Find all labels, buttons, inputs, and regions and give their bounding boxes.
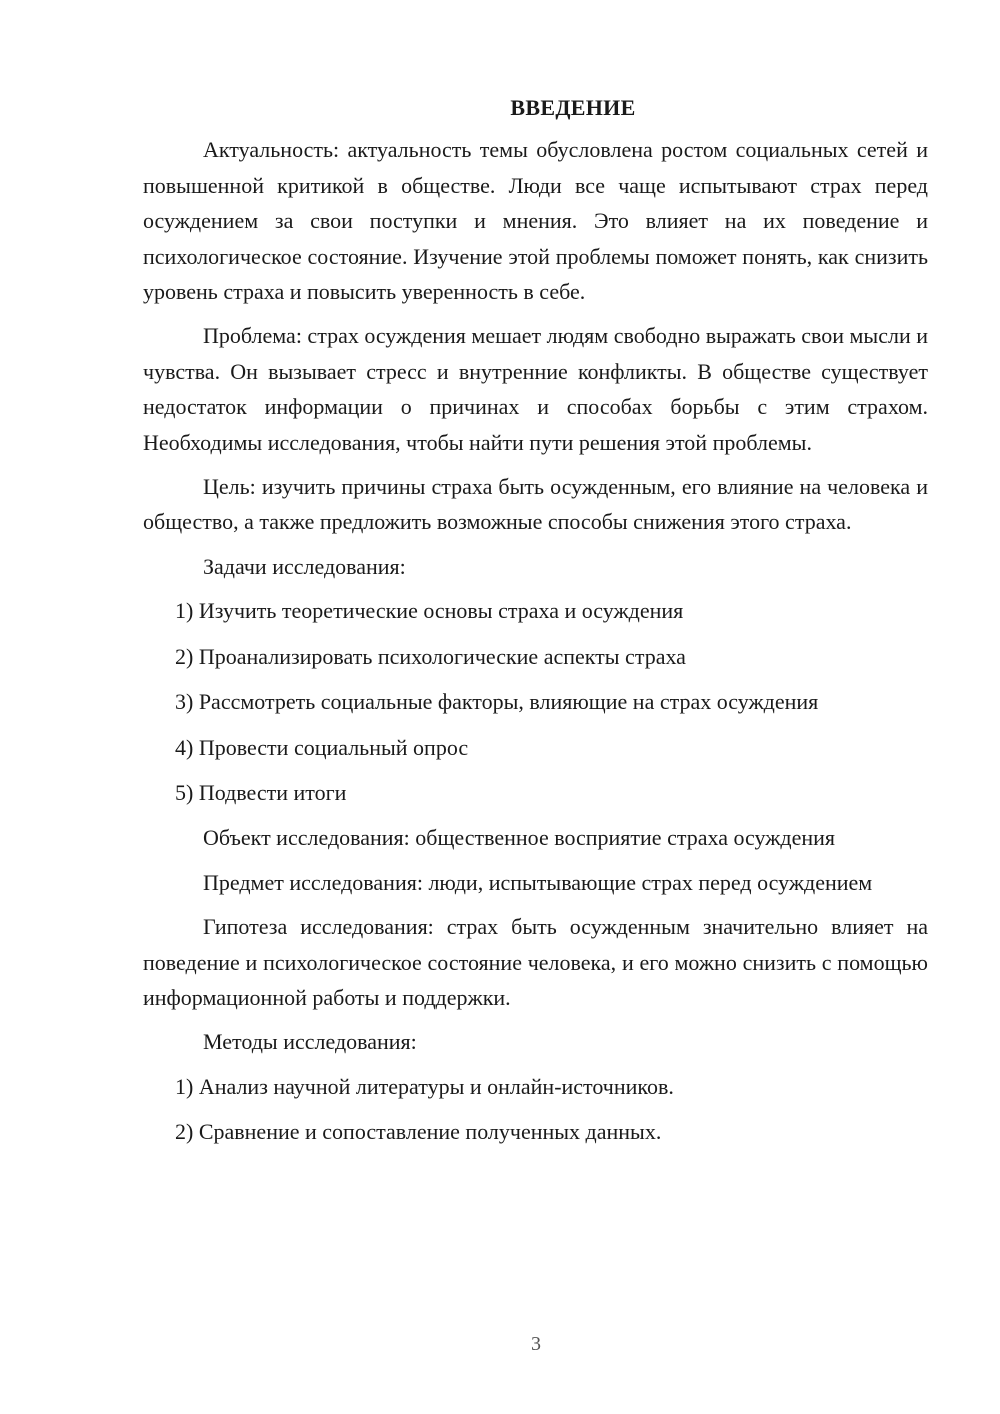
method-item: 2) Сравнение и сопоставление полученных данных.: [175, 1119, 662, 1145]
document-page: [143, 90, 928, 1160]
task-item: 3) Рассмотреть социальные факторы, влияющие на страх осуждения: [175, 689, 819, 715]
task-item: 5) Подвести итоги: [175, 779, 347, 805]
task-item: 4) Провести социальный опрос: [175, 734, 469, 760]
relevance-paragraph: Актуальность: актуальность темы обусловлена ростом социальных сетей и повышенной критикой в обществе. Люди все чаще испытывают страх перед осуждением за свои поступки и мнения. Это влияет на их поведение и психологическое состояние. Изучение этой проблемы поможет понять, как снизить уровень страха и повысить уверенность в себе.: [143, 137, 928, 305]
task-item: 2) Проанализировать психологические аспекты страха: [175, 643, 686, 669]
subject-paragraph: Предмет исследования: люди, испытывающие страх перед осуждением: [203, 869, 873, 895]
problem-paragraph: Проблема: страх осуждения мешает людям свободно выражать свои мысли и чувства. Он вызывает стресс и внутренние конфликты. В обществе существует недостаток информации о причинах и способах борьбы с этим страхом. Необходимы исследования, чтобы найти пути решения этой проблемы.: [143, 323, 928, 455]
hypothesis-paragraph: Гипотеза исследования: страх быть осужденным значительно влияет на поведение и психологическое состояние человека, и его можно снизить с помощью информационной работы и поддержки.: [143, 914, 928, 1010]
tasks-list: [143, 593, 928, 810]
tasks-heading: Задачи исследования:: [203, 553, 406, 579]
methods-list: [143, 1069, 928, 1150]
method-item: 1) Анализ научной литературы и онлайн-источников.: [175, 1073, 674, 1099]
task-item: 1) Изучить теоретические основы страха и осуждения: [175, 598, 684, 624]
methods-heading: Методы исследования:: [203, 1029, 417, 1055]
page-number: 3: [531, 1333, 541, 1355]
goal-paragraph: Цель: изучить причины страха быть осужденным, его влияние на человека и общество, а также предложить возможные способы снижения этого страха.: [143, 474, 928, 535]
page-title: ВВЕДЕНИЕ: [510, 95, 636, 120]
object-line: Объект исследования: общественное восприятие страха осуждения: [203, 825, 836, 851]
